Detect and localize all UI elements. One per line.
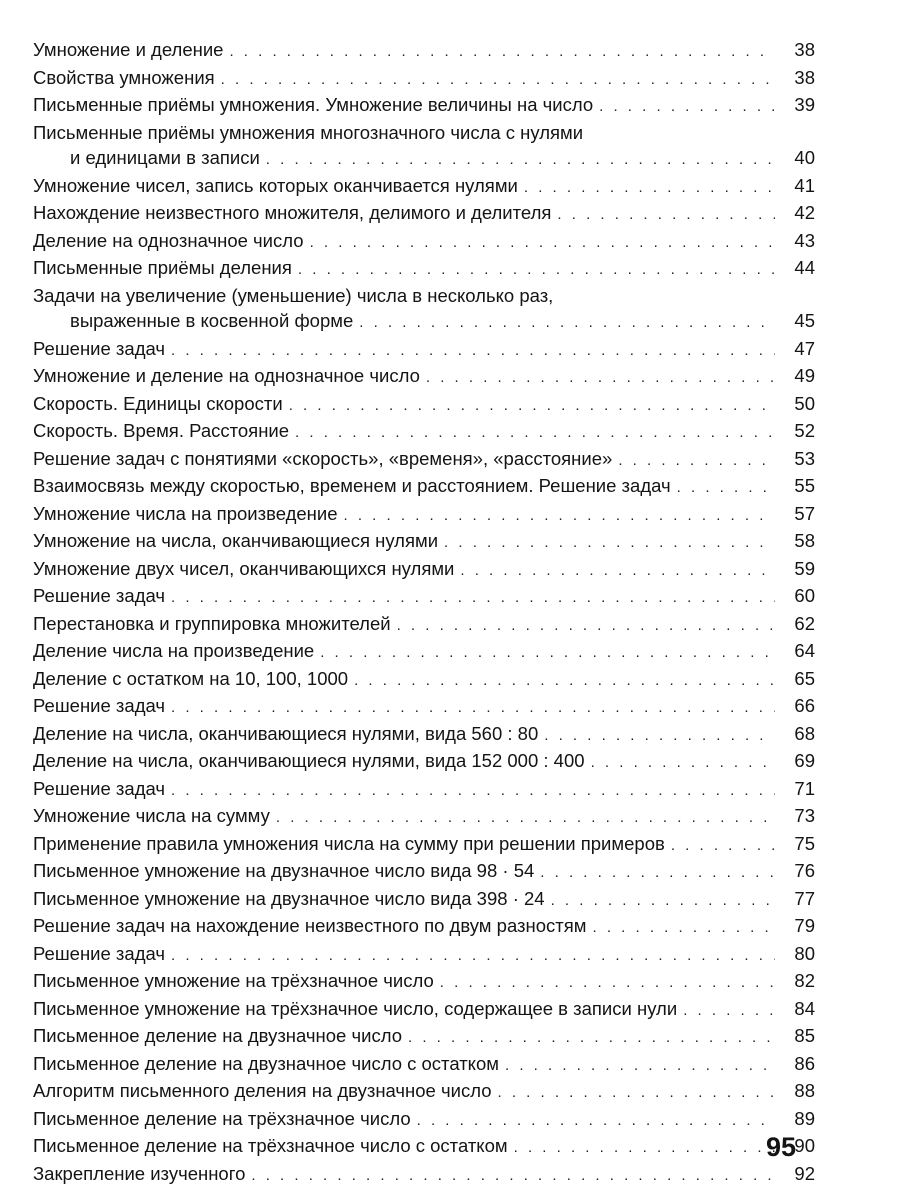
dot-leader [397, 613, 775, 639]
toc-entry-page: 80 [794, 942, 815, 964]
toc-entry-title: Умножение чисел, запись которых оканчивается нулями [33, 174, 518, 196]
toc-entry-title: Письменное деление на двузначное число с остатком [33, 1052, 499, 1074]
toc-entry [33, 1023, 815, 1051]
toc-entry-page: 79 [794, 915, 815, 936]
toc-entry-title: Письменное деление на трёхзначное число [33, 1107, 411, 1129]
toc-entry [33, 336, 815, 364]
toc-entry-title: Скорость. Время. Расстояние [33, 420, 290, 441]
toc-entry [33, 228, 815, 256]
toc-entry-page: 82 [794, 970, 815, 991]
toc-entry-title: Деление на однозначное число [33, 229, 304, 251]
toc-entry-title: Взаимосвязь между скоростью, временем и расстоянием. Решение задач [33, 475, 671, 496]
toc-entry-page: 57 [794, 502, 815, 524]
toc-entry [33, 886, 815, 914]
toc-entry-title: Умножение числа на сумму [33, 805, 270, 826]
toc-entry-page: 58 [794, 530, 815, 551]
toc-entry-page: 66 [794, 695, 815, 716]
dot-leader [683, 998, 775, 1024]
toc-entry-title: Перестановка и группировка множителей [33, 612, 391, 634]
toc-entry [33, 446, 815, 474]
dot-leader [171, 338, 775, 364]
dot-leader [171, 585, 775, 611]
toc-entry-title: Применение правила умножения числа на сумму при решении примеров [33, 832, 665, 854]
toc-entry [33, 996, 815, 1024]
toc-entry-title: Умножение и деление на однозначное число [33, 365, 420, 386]
toc-entry-title-line1: Задачи на увеличение (уменьшение) числа в несколько раз, [33, 284, 554, 306]
toc-entry [33, 1133, 815, 1161]
toc-entry-title: Письменные приёмы деления [33, 257, 292, 278]
toc-entry [33, 858, 815, 886]
dot-leader [440, 970, 775, 996]
toc-entry [33, 501, 815, 529]
toc-entry [33, 831, 815, 859]
dot-leader [310, 230, 775, 256]
dot-leader [460, 558, 775, 584]
toc-entry-page: 45 [794, 310, 815, 331]
dot-leader [551, 888, 775, 914]
dot-leader [276, 805, 775, 831]
dot-leader [505, 1053, 775, 1079]
toc-entry [33, 968, 815, 996]
toc-entry-page: 50 [794, 392, 815, 414]
dot-leader [344, 503, 775, 529]
toc-entry [33, 473, 815, 501]
toc-entry-page: 73 [794, 805, 815, 826]
dot-leader [544, 723, 775, 749]
toc-entry-page: 38 [794, 39, 815, 60]
toc-entry [33, 92, 815, 120]
toc-entry [33, 173, 815, 201]
toc-entry-title: Письменное умножение на двузначное число вида 398 · 24 [33, 887, 545, 909]
toc-entry-title: Решение задач с понятиями «скорость», «временя», «расстояние» [33, 447, 613, 469]
dot-leader [599, 94, 775, 120]
toc-entry-title: Письменное деление на трёхзначное число с остатком [33, 1135, 508, 1156]
toc-entry [33, 556, 815, 584]
dot-leader [592, 915, 775, 941]
dot-leader [320, 640, 775, 666]
toc-entry-page: 85 [794, 1025, 815, 1046]
dot-leader [171, 695, 775, 721]
toc-entry-page: 49 [794, 365, 815, 386]
toc-entry [33, 120, 815, 173]
toc-entry-title: Решение задач [33, 942, 166, 964]
toc-entry-title: Письменное умножение на трёхзначное число [33, 970, 434, 991]
toc-entry [33, 803, 815, 831]
toc-entry [33, 255, 815, 283]
toc-entry-page: 69 [794, 750, 815, 771]
toc-entry-page: 39 [794, 94, 815, 115]
dot-leader [295, 420, 775, 446]
dot-leader [298, 257, 775, 283]
toc-entry-page: 76 [794, 860, 815, 881]
toc-entry-title: Алгоритм письменного деления на двузначное число [33, 1080, 492, 1101]
toc-entry-page: 59 [794, 557, 815, 579]
toc-entry [33, 693, 815, 721]
toc-entry-page: 65 [794, 667, 815, 689]
toc-entry-page: 42 [794, 202, 815, 223]
toc-entry-page: 60 [794, 585, 815, 606]
toc-entry-page: 90 [794, 1135, 815, 1156]
toc-entry [33, 528, 815, 556]
toc-entry [33, 1078, 815, 1106]
toc-entry [33, 941, 815, 969]
toc-entry-title: Письменное умножение на двузначное число вида 98 · 54 [33, 860, 535, 881]
toc-entry [33, 721, 815, 749]
dot-leader [557, 202, 775, 228]
dot-leader [221, 67, 775, 93]
toc-entry-title: Решение задач [33, 695, 166, 716]
toc-entry-page: 68 [794, 722, 815, 744]
toc-entry [33, 611, 815, 639]
dot-leader [591, 750, 775, 776]
dot-leader [251, 1163, 775, 1189]
toc-entry [33, 65, 815, 93]
table-of-contents [33, 37, 815, 1188]
toc-entry-title: Скорость. Единицы скорости [33, 392, 283, 414]
toc-entry [33, 283, 815, 336]
toc-entry-title: Решение задач [33, 337, 166, 359]
toc-entry-page: 64 [794, 640, 815, 661]
dot-leader [618, 448, 775, 474]
toc-entry-title: Нахождение неизвестного множителя, делимого и делителя [33, 202, 552, 223]
dot-leader [229, 39, 775, 65]
dot-leader [540, 860, 775, 886]
toc-entry-title: Письменное деление на двузначное число [33, 1025, 402, 1046]
toc-entry-title: Умножение числа на произведение [33, 502, 338, 524]
toc-entry-page: 84 [794, 997, 815, 1019]
toc-entry-title-line1: Письменные приёмы умножения многозначного числа с нулями [33, 121, 584, 143]
toc-entry [33, 1161, 815, 1189]
dot-leader [171, 943, 775, 969]
toc-entry-page: 44 [794, 257, 815, 278]
dot-leader [514, 1135, 775, 1161]
toc-entry-page: 71 [794, 777, 815, 799]
toc-entry [33, 1106, 815, 1134]
toc-entry [33, 391, 815, 419]
dot-leader [354, 668, 775, 694]
toc-entry [33, 583, 815, 611]
dot-leader [426, 365, 775, 391]
toc-entry [33, 638, 815, 666]
toc-entry-title: Решение задач [33, 777, 166, 799]
toc-entry-title: Письменные приёмы умножения. Умножение величины на число [33, 94, 594, 115]
toc-entry-title: Письменное умножение на трёхзначное число, содержащее в записи нули [33, 997, 678, 1019]
toc-entry-page: 43 [794, 229, 815, 251]
toc-entry-page: 89 [794, 1107, 815, 1129]
toc-entry-title: Решение задач на нахождение неизвестного по двум разностям [33, 915, 587, 936]
toc-entry-page: 55 [794, 475, 815, 496]
toc-entry [33, 200, 815, 228]
toc-entry-page: 77 [794, 887, 815, 909]
toc-entry-title: и единицами в записи [70, 147, 260, 168]
toc-entry-page: 62 [794, 612, 815, 634]
toc-entry-page: 53 [794, 447, 815, 469]
toc-entry-title: Деление с остатком на 10, 100, 1000 [33, 667, 349, 689]
toc-entry [33, 37, 815, 65]
toc-entry-page: 86 [794, 1052, 815, 1074]
toc-entry-page: 52 [794, 420, 815, 441]
dot-leader [444, 530, 775, 556]
dot-leader [408, 1025, 775, 1051]
toc-entry [33, 363, 815, 391]
toc-entry-title: Деление на числа, оканчивающиеся нулями, вида 152 000 : 400 [33, 750, 585, 771]
toc-entry [33, 418, 815, 446]
toc-entry-page: 75 [794, 832, 815, 854]
dot-leader [671, 833, 775, 859]
dot-leader [171, 778, 775, 804]
dot-leader [359, 310, 775, 336]
page-number: 95 [766, 1132, 797, 1162]
dot-leader [266, 147, 775, 173]
toc-entry-page: 38 [794, 66, 815, 88]
toc-entry-title: Умножение и деление [33, 39, 224, 60]
toc-entry [33, 666, 815, 694]
toc-entry-title: Решение задач [33, 585, 166, 606]
toc-entry-title: Закрепление изученного [33, 1162, 246, 1184]
toc-entry-page: 47 [794, 337, 815, 359]
toc-entry-title: Умножение на числа, оканчивающиеся нулями [33, 530, 439, 551]
dot-leader [417, 1108, 775, 1134]
toc-entry [33, 1051, 815, 1079]
toc-entry-title: выраженные в косвенной форме [70, 310, 354, 331]
toc-entry-page: 88 [794, 1080, 815, 1101]
toc-entry-page: 41 [794, 174, 815, 196]
toc-entry [33, 748, 815, 776]
toc-entry-page: 92 [794, 1162, 815, 1184]
toc-entry-page: 40 [794, 147, 815, 168]
toc-entry [33, 913, 815, 941]
dot-leader [498, 1080, 776, 1106]
toc-entry-title: Свойства умножения [33, 66, 215, 88]
toc-entry-title: Умножение двух чисел, оканчивающихся нулями [33, 557, 455, 579]
dot-leader [524, 175, 775, 201]
dot-leader [677, 475, 775, 501]
toc-entry-title: Деление на числа, оканчивающиеся нулями, вида 560 : 80 [33, 722, 539, 744]
dot-leader [289, 393, 775, 419]
toc-entry [33, 776, 815, 804]
toc-entry-title: Деление числа на произведение [33, 640, 315, 661]
